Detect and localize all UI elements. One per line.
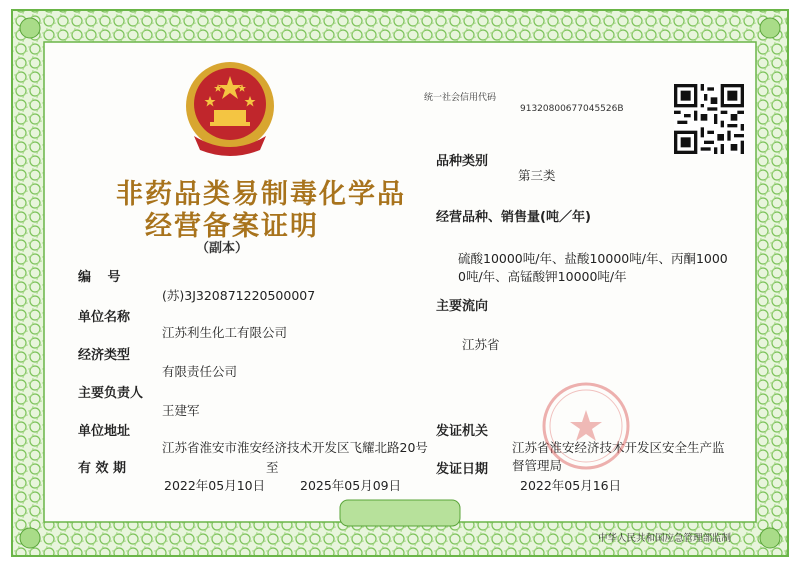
validity-to-word: 至: [266, 460, 279, 475]
credit-code-value: 913208006770455​26B: [520, 104, 624, 114]
issue-date-label: 发证日期: [436, 462, 489, 477]
footer-text: 中华人民共和国应急管理部监制: [598, 533, 732, 544]
copy-type: （副本）: [196, 241, 249, 256]
products-label: 经营品种、销售量(吨／年): [436, 210, 591, 225]
principal-value: 王建军: [162, 403, 200, 418]
econ-type-label: 经济类型: [78, 348, 131, 363]
principal-label: 主要负责人: [78, 386, 144, 401]
econ-type-value: 有限责任公司: [162, 364, 238, 379]
issuer-line-2: 督管理局: [512, 458, 563, 473]
issuer-label: 发证机关: [436, 424, 489, 439]
products-line-2: 0吨/年、高锰酸钾10000吨/年: [458, 269, 627, 284]
valid-from-value: 2022年05月10日: [164, 478, 266, 493]
unit-name-value: 江苏利生化工有限公司: [162, 325, 288, 340]
title-line-1: 非药品类易制毒化学品: [116, 179, 406, 210]
issue-date-value: 2022年05月16日: [520, 478, 622, 493]
national-emblem-icon: [180, 58, 280, 162]
validity-label: 有 效 期: [78, 461, 127, 476]
products-line-1: 硫酸10000吨/年、盐酸10000吨/年、丙酮1000: [458, 251, 728, 266]
title-line-2: 经营备案证明: [145, 211, 319, 242]
flow-label: 主要流向: [436, 299, 489, 314]
official-seal-icon: [540, 380, 632, 472]
category-value: 第三类: [518, 168, 556, 183]
flow-value: 江苏省: [462, 337, 500, 352]
number-value: (苏)3J320871220500007: [162, 288, 316, 303]
credit-code-label: 统一社会信用代码: [424, 93, 497, 103]
unit-name-label: 单位名称: [78, 310, 131, 325]
address-value: 江苏省淮安市淮安经济技术开发区飞耀北路20号: [162, 440, 428, 455]
number-label: 编 号: [78, 270, 127, 285]
category-label: 品种类别: [436, 154, 489, 169]
valid-to-value: 2025年05月09日: [300, 478, 402, 493]
address-label: 单位地址: [78, 424, 131, 439]
qr-code-icon: [674, 84, 744, 154]
issuer-line-1: 江苏省淮安经济技术开发区安全生产监: [512, 440, 725, 455]
